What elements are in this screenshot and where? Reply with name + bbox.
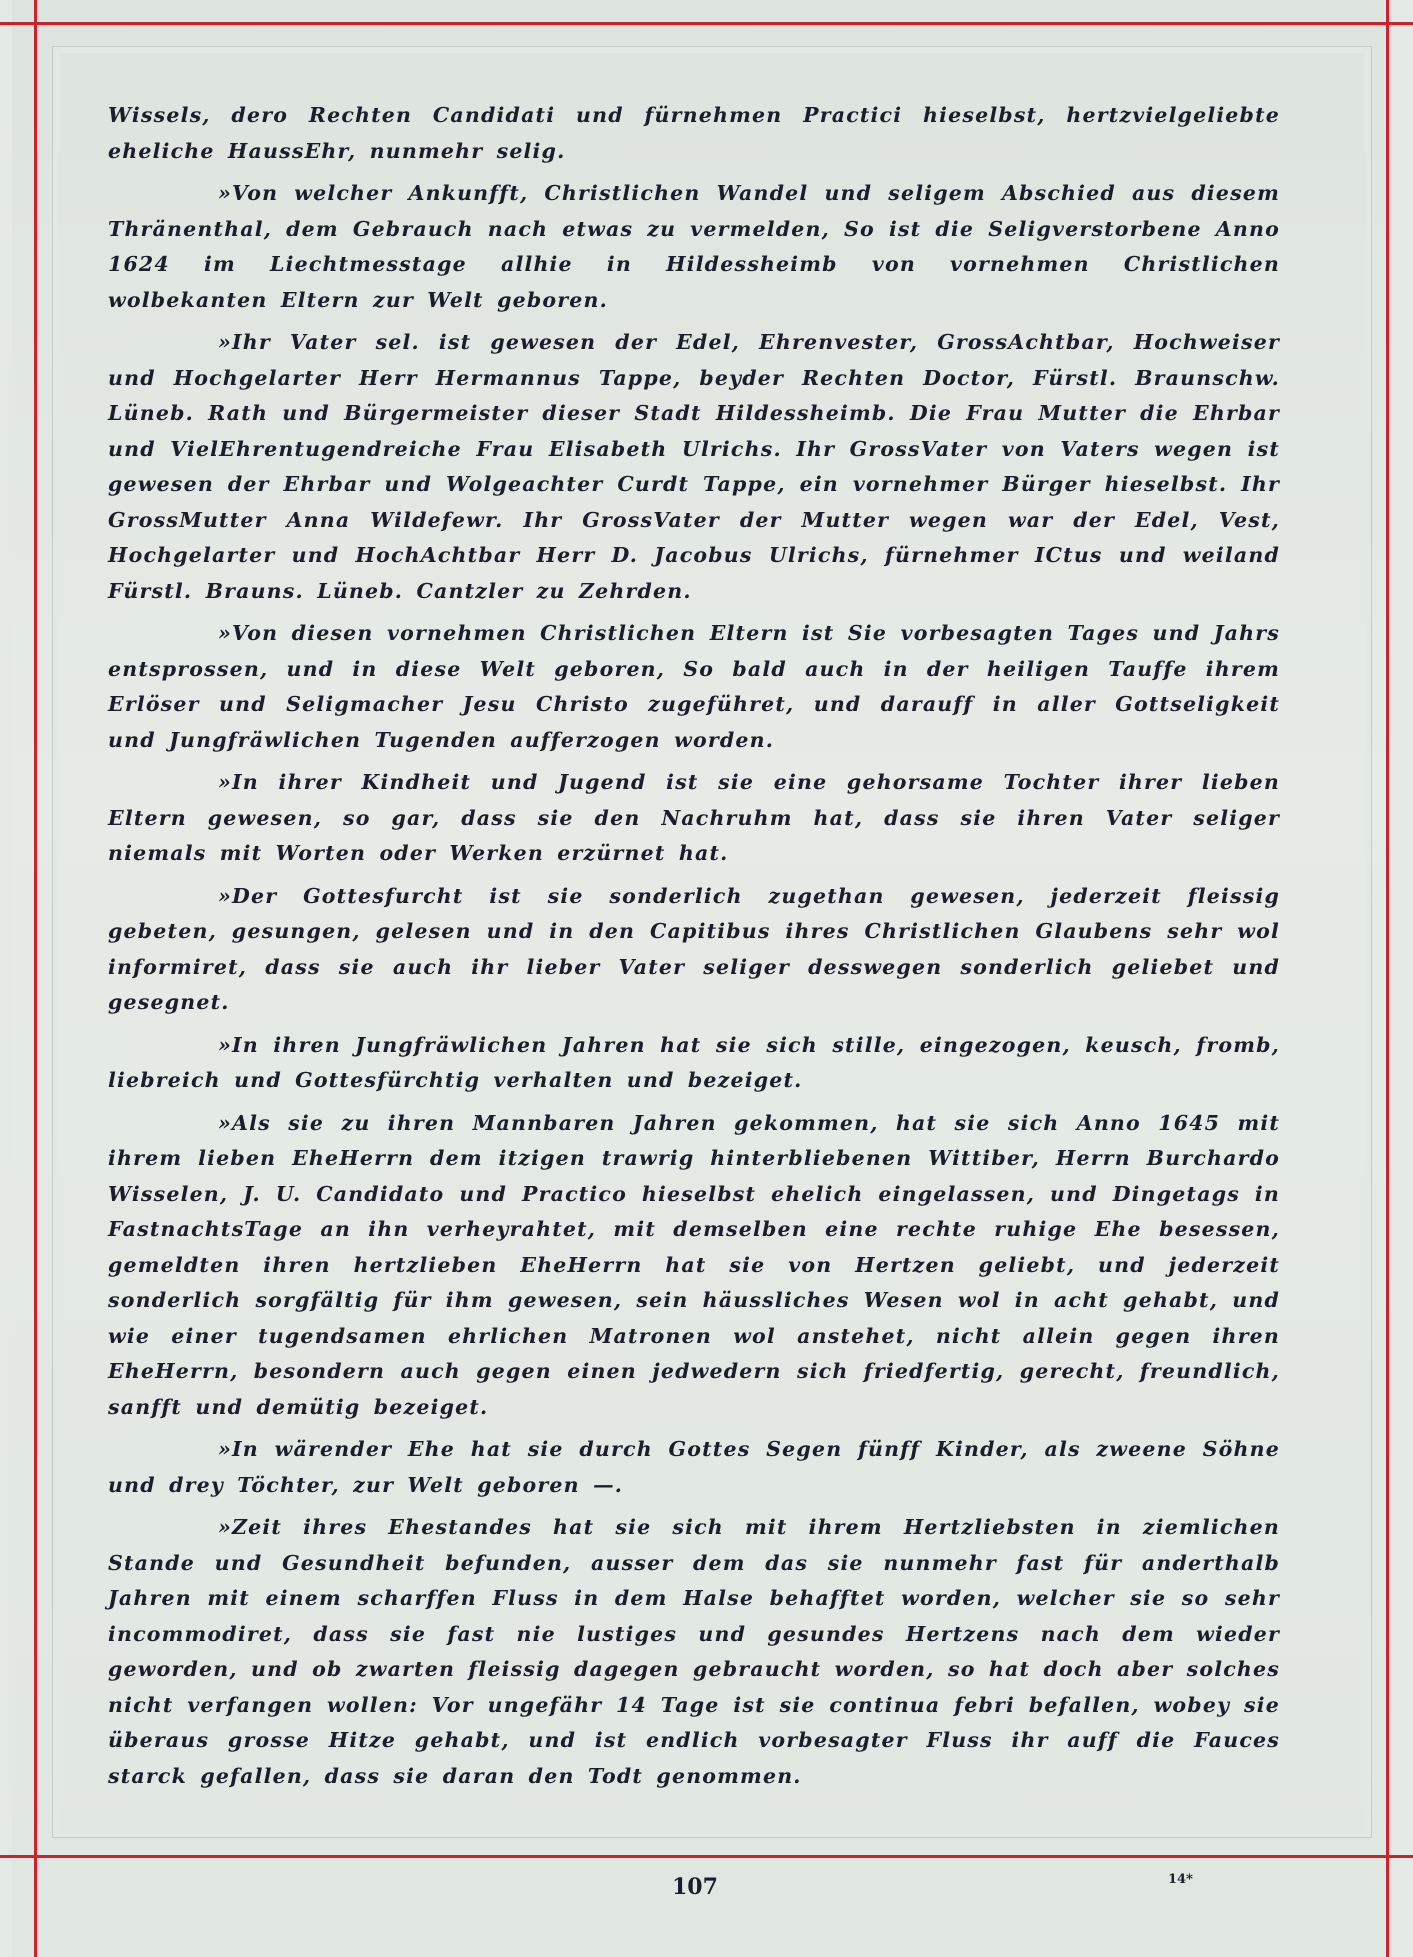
paragraph-7: »In ihren Jungfräwlichen Jahren hat sie sich stille, eingezogen, keusch, fromb, liebreich und Gottesfürchtig verhalten und bezeiget. [108,1032,1280,1092]
paragraph-2: »Von welcher Ankunfft, Christlichen Wandel und seligem Abschied aus diesem Thränenthal, dem Gebrauch nach etwas zu vermelden, So ist die Seligverstorbene Anno 1624 im Liechtmesstage allhie in Hildessheimb von vornehmen Christlichen wolbekanten Eltern zur Welt geboren. [108,181,1280,312]
page-number: 107 [672,1874,718,1900]
margin-line-bottom [0,1855,1413,1858]
paragraph-9: »In wärender Ehe hat sie durch Gottes Segen fünff Kinder, als zweene Söhne und drey Töchter, zur Welt geboren —. [108,1437,1280,1497]
margin-line-left [34,0,37,1957]
signature-mark: 14* [1168,1872,1193,1887]
margin-line-right [1386,0,1389,1957]
paragraph-10: »Zeit ihres Ehestandes hat sie sich mit ihrem Hertzliebsten in ziemlichen Stande und Gesundheit befunden, ausser dem das sie nunmehr fast für anderthalb Jahren mit einem scharffen Fluss in dem Halse behafftet worden, welcher sie so sehr incommodiret, dass sie fast nie lustiges und gesundes Hertzens nach dem wieder geworden, und ob zwarten fleissig dagegen gebraucht worden, so hat doch aber solches nicht verfangen wollen: Vor ungefähr 14 Tage ist sie continua febri befallen, wobey sie überaus grosse Hitze gehabt, und ist endlich vorbesagter Fluss ihr auff die Fauces starck gefallen, dass sie daran den Todt genommen. [108,1515,1281,1788]
paragraph-6: »Der Gottesfurcht ist sie sonderlich zugethan gewesen, jederzeit fleissig gebeten, gesungen, gelesen und in den Capitibus ihres Christlichen Glaubens sehr wol informiret, dass sie auch ihr lieber Vater seliger desswegen sonderlich geliebet und gesegnet. [108,883,1280,1014]
margin-line-top [0,22,1413,25]
body-text [108,98,1281,1788]
paragraph-8: »Als sie zu ihren Mannbaren Jahren gekommen, hat sie sich Anno 1645 mit ihrem lieben EheHerrn dem itzigen trawrig hinterbliebenen Wittiber, Herrn Burchardo Wisselen, J. U. Candidato und Practico hieselbst ehelich eingelassen, und Dingetags in FastnachtsTage an ihn verheyrahtet, mit demselben eine rechte ruhige Ehe besessen, gemeldten ihren hertzlieben EheHerrn hat sie von Hertzen geliebt, und jederzeit sonderlich sorgfältig für ihm gewesen, sein häussliches Wesen wol in acht gehabt, und wie einer tugendsamen ehrlichen Matronen wol anstehet, nicht allein gegen ihren EheHerrn, besondern auch gegen einen jedwedern sich friedfertig, gerecht, freundlich, sanfft und demütig bezeiget. [108,1110,1280,1419]
paragraph-5: »In ihrer Kindheit und Jugend ist sie eine gehorsame Tochter ihrer lieben Eltern gewesen, so gar, dass sie den Nachruhm hat, dass sie ihren Vater seliger niemals mit Worten oder Werken erzürnet hat. [108,770,1280,865]
paragraph-4: »Von diesen vornehmen Christlichen Eltern ist Sie vorbesagten Tages und Jahrs entsprossen, und in diese Welt geboren, So bald auch in der heiligen Tauffe ihrem Erlöser und Seligmacher Jesu Christo zugeführet, und darauff in aller Gottseligkeit und Jungfräwlichen Tugenden aufferzogen worden. [108,621,1280,752]
paragraph-1: Wissels, dero Rechten Candidati und fürnehmen Practici hieselbst, hertzvielgeliebte eheliche HaussEhr, nunmehr selig. [108,103,1280,163]
paragraph-3: »Ihr Vater sel. ist gewesen der Edel, Ehrenvester, GrossAchtbar, Hochweiser und Hochgelarter Herr Hermannus Tappe, beyder Rechten Doctor, Fürstl. Braunschw. Lüneb. Rath und Bürgermeister dieser Stadt Hildessheimb. Die Frau Mutter die Ehrbar und VielEhrentugendreiche Frau Elisabeth Ulrichs. Ihr GrossVater von Vaters wegen ist gewesen der Ehrbar und Wolgeachter Curdt Tappe, ein vornehmer Bürger hieselbst. Ihr GrossMutter Anna Wildefewr. Ihr GrossVater der Mutter wegen war der Edel, Vest, Hochgelarter und HochAchtbar Herr D. Jacobus Ulrichs, fürnehmer ICtus und weiland Fürstl. Brauns. Lüneb. Cantzler zu Zehrden. [108,330,1280,603]
